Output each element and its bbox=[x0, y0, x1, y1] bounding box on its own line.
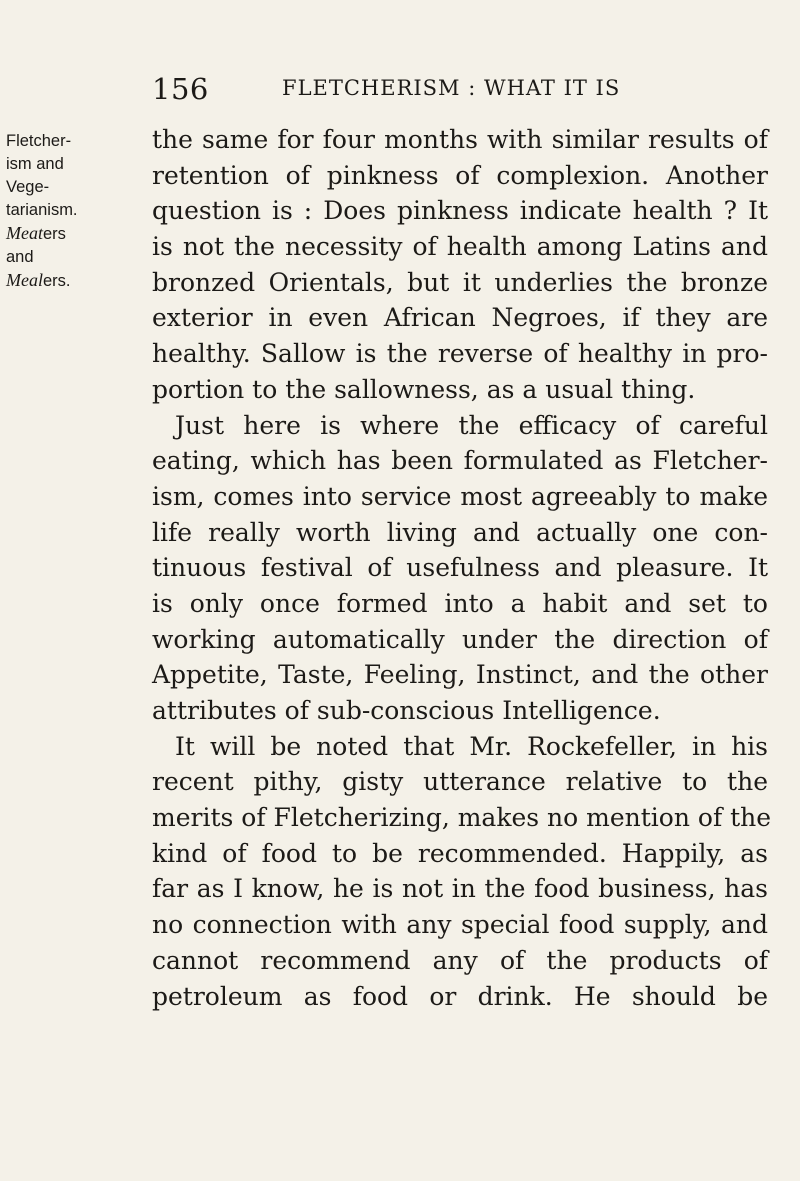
text-line: healthy. Sallow is the reverse of healthy in pro- bbox=[152, 339, 768, 369]
text-line: Appetite, Taste, Feeling, Instinct, and the other bbox=[152, 660, 768, 690]
running-title: FLETCHERISM : WHAT IT IS bbox=[282, 76, 621, 100]
text-line: the same for four months with similar results of bbox=[152, 125, 768, 154]
margin-note-line: ism and bbox=[6, 155, 64, 173]
text-line: far as I know, he is not in the food business, has bbox=[152, 874, 768, 904]
text-line: exterior in even African Negroes, if they are bbox=[152, 303, 768, 333]
text-line: recent pithy, gisty utterance relative to the bbox=[152, 767, 768, 797]
text-line: portion to the sallowness, as a usual thing. bbox=[152, 374, 696, 404]
text-line: tinuous festival of usefulness and pleasure. It bbox=[152, 553, 768, 583]
margin-note bbox=[6, 130, 146, 293]
text-line: ism, comes into service most agreeably to make bbox=[152, 481, 768, 511]
text-line: bronzed Orientals, but it underlies the bronze bbox=[152, 267, 768, 297]
text-line: retention of pinkness of complexion. Another bbox=[152, 160, 768, 190]
text-line: It will be noted that Mr. Rockefeller, in his bbox=[175, 731, 768, 761]
text-line: life really worth living and actually one con- bbox=[152, 517, 768, 547]
margin-note-line: tarianism. bbox=[6, 201, 78, 219]
text-line: working automatically under the direction of bbox=[152, 624, 768, 654]
text-line: is not the necessity of health among Latins and bbox=[152, 232, 768, 262]
meaters-prefix: Meat bbox=[6, 223, 43, 243]
text-line: petroleum as food or drink. He should be bbox=[152, 981, 768, 1011]
body-text bbox=[152, 122, 772, 1014]
margin-note-meaters bbox=[6, 222, 146, 246]
margin-note-line: Vege- bbox=[6, 178, 50, 196]
text-line: merits of Fletcherizing, makes no mention of the bbox=[152, 803, 772, 833]
text-line: cannot recommend any of the products of bbox=[152, 945, 768, 975]
page-header bbox=[152, 72, 752, 112]
margin-note-and: and bbox=[6, 248, 34, 266]
page-number: 156 bbox=[152, 72, 209, 106]
meaters-suffix: ers bbox=[42, 225, 66, 243]
text-line: question is : Does pinkness indicate health ? It bbox=[152, 196, 768, 226]
text-line: eating, which has been formulated as Fletcher- bbox=[152, 446, 768, 476]
mealers-prefix: Meal bbox=[6, 270, 43, 290]
margin-note-mealers bbox=[6, 269, 146, 293]
text-line: Just here is where the efficacy of careful bbox=[175, 410, 768, 440]
text-line: is only once formed into a habit and set to bbox=[152, 588, 768, 618]
text-line: kind of food to be recommended. Happily, as bbox=[152, 838, 768, 868]
margin-note-line: Fletcher- bbox=[6, 132, 72, 150]
text-line: attributes of sub-conscious Intelligence. bbox=[152, 696, 661, 725]
text-line: no connection with any special food supply, and bbox=[152, 910, 768, 940]
mealers-suffix: ers. bbox=[42, 272, 71, 290]
